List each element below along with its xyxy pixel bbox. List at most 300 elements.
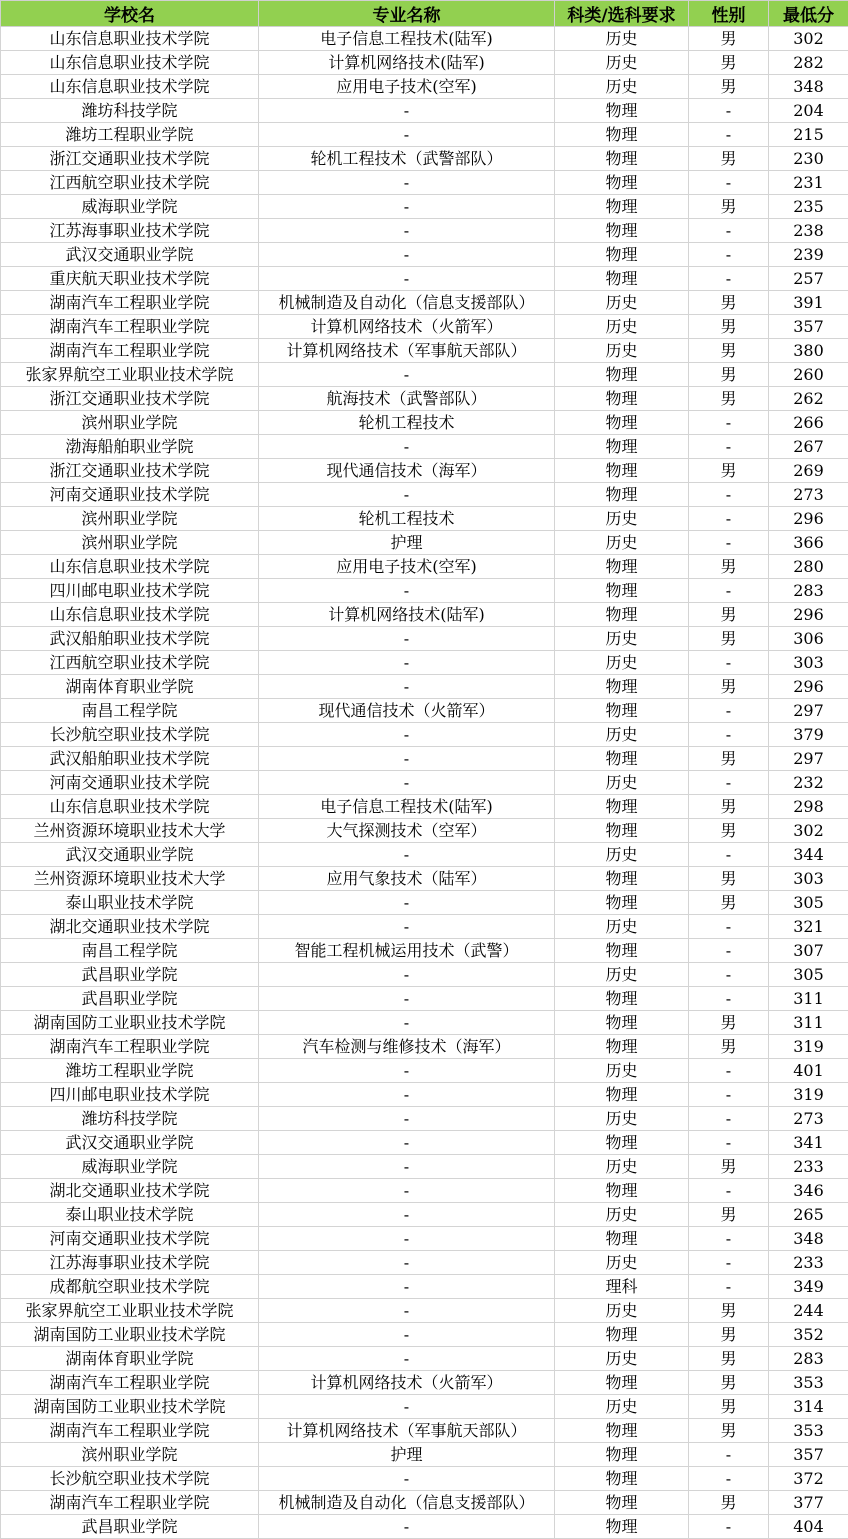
table-row bbox=[1, 1179, 848, 1203]
school-cell: 长沙航空职业技术学院 bbox=[1, 1467, 259, 1491]
school-cell: 四川邮电职业技术学院 bbox=[1, 579, 259, 603]
subject-cell: 物理 bbox=[555, 195, 689, 219]
table-row bbox=[1, 291, 848, 315]
major-cell: - bbox=[259, 987, 555, 1011]
table-row bbox=[1, 699, 848, 723]
school-cell: 武汉交通职业学院 bbox=[1, 243, 259, 267]
subject-cell: 历史 bbox=[555, 723, 689, 747]
subject-cell: 物理 bbox=[555, 387, 689, 411]
gender-cell: 男 bbox=[689, 27, 769, 51]
subject-cell: 历史 bbox=[555, 843, 689, 867]
major-cell: 大气探测技术（空军） bbox=[259, 819, 555, 843]
min-score-cell: 319 bbox=[769, 1035, 848, 1059]
school-cell: 湖南汽车工程职业学院 bbox=[1, 1035, 259, 1059]
min-score-cell: 215 bbox=[769, 123, 848, 147]
gender-cell: 男 bbox=[689, 1419, 769, 1443]
school-cell: 威海职业学院 bbox=[1, 195, 259, 219]
school-cell: 河南交通职业技术学院 bbox=[1, 483, 259, 507]
subject-cell: 物理 bbox=[555, 1035, 689, 1059]
major-cell: - bbox=[259, 651, 555, 675]
major-cell: 电子信息工程技术(陆军) bbox=[259, 27, 555, 51]
school-cell: 兰州资源环境职业技术大学 bbox=[1, 819, 259, 843]
gender-cell: 男 bbox=[689, 819, 769, 843]
subject-cell: 物理 bbox=[555, 99, 689, 123]
school-cell: 山东信息职业技术学院 bbox=[1, 555, 259, 579]
table-row bbox=[1, 123, 848, 147]
table-row bbox=[1, 507, 848, 531]
gender-cell: - bbox=[689, 771, 769, 795]
school-cell: 威海职业学院 bbox=[1, 1155, 259, 1179]
min-score-cell: 357 bbox=[769, 315, 848, 339]
school-cell: 湖南汽车工程职业学院 bbox=[1, 315, 259, 339]
gender-cell: - bbox=[689, 987, 769, 1011]
subject-cell: 物理 bbox=[555, 747, 689, 771]
major-cell: 航海技术（武警部队） bbox=[259, 387, 555, 411]
major-cell: 应用电子技术(空军) bbox=[259, 555, 555, 579]
min-score-cell: 404 bbox=[769, 1515, 848, 1539]
major-cell: - bbox=[259, 843, 555, 867]
gender-cell: - bbox=[689, 1083, 769, 1107]
gender-cell: - bbox=[689, 699, 769, 723]
min-score-cell: 266 bbox=[769, 411, 848, 435]
school-cell: 武汉船舶职业技术学院 bbox=[1, 747, 259, 771]
major-cell: 现代通信技术（海军） bbox=[259, 459, 555, 483]
school-cell: 浙江交通职业技术学院 bbox=[1, 147, 259, 171]
table-row bbox=[1, 1491, 848, 1515]
major-cell: - bbox=[259, 1323, 555, 1347]
table-row bbox=[1, 1011, 848, 1035]
gender-cell: - bbox=[689, 267, 769, 291]
table-row bbox=[1, 531, 848, 555]
table-row bbox=[1, 411, 848, 435]
table-row bbox=[1, 843, 848, 867]
min-score-cell: 273 bbox=[769, 1107, 848, 1131]
school-cell: 成都航空职业技术学院 bbox=[1, 1275, 259, 1299]
table-row bbox=[1, 99, 848, 123]
school-cell: 湖南汽车工程职业学院 bbox=[1, 1371, 259, 1395]
gender-cell: 男 bbox=[689, 627, 769, 651]
school-cell: 湖南体育职业学院 bbox=[1, 675, 259, 699]
min-score-cell: 391 bbox=[769, 291, 848, 315]
gender-cell: - bbox=[689, 483, 769, 507]
subject-cell: 物理 bbox=[555, 1443, 689, 1467]
subject-cell: 物理 bbox=[555, 555, 689, 579]
major-cell: - bbox=[259, 915, 555, 939]
subject-cell: 历史 bbox=[555, 339, 689, 363]
major-cell: - bbox=[259, 1155, 555, 1179]
subject-cell: 历史 bbox=[555, 1107, 689, 1131]
min-score-cell: 298 bbox=[769, 795, 848, 819]
gender-cell: - bbox=[689, 1443, 769, 1467]
gender-cell: - bbox=[689, 1251, 769, 1275]
min-score-cell: 204 bbox=[769, 99, 848, 123]
min-score-cell: 377 bbox=[769, 1491, 848, 1515]
table-row bbox=[1, 555, 848, 579]
min-score-cell: 314 bbox=[769, 1395, 848, 1419]
table-row bbox=[1, 1347, 848, 1371]
school-cell: 武昌职业学院 bbox=[1, 963, 259, 987]
min-score-cell: 303 bbox=[769, 867, 848, 891]
major-cell: - bbox=[259, 363, 555, 387]
table-row bbox=[1, 819, 848, 843]
subject-cell: 历史 bbox=[555, 627, 689, 651]
min-score-cell: 297 bbox=[769, 747, 848, 771]
min-score-cell: 305 bbox=[769, 963, 848, 987]
subject-cell: 物理 bbox=[555, 867, 689, 891]
gender-cell: 男 bbox=[689, 147, 769, 171]
min-score-cell: 239 bbox=[769, 243, 848, 267]
school-cell: 兰州资源环境职业技术大学 bbox=[1, 867, 259, 891]
min-score-cell: 297 bbox=[769, 699, 848, 723]
min-score-cell: 372 bbox=[769, 1467, 848, 1491]
min-score-cell: 348 bbox=[769, 75, 848, 99]
min-score-cell: 380 bbox=[769, 339, 848, 363]
school-cell: 潍坊科技学院 bbox=[1, 99, 259, 123]
gender-cell: 男 bbox=[689, 867, 769, 891]
gender-cell: 男 bbox=[689, 795, 769, 819]
major-cell: - bbox=[259, 723, 555, 747]
subject-cell: 物理 bbox=[555, 987, 689, 1011]
gender-cell: - bbox=[689, 579, 769, 603]
major-cell: - bbox=[259, 1107, 555, 1131]
header-min-score: 最低分 bbox=[769, 1, 848, 27]
subject-cell: 历史 bbox=[555, 963, 689, 987]
subject-cell: 物理 bbox=[555, 435, 689, 459]
gender-cell: - bbox=[689, 651, 769, 675]
subject-cell: 历史 bbox=[555, 1155, 689, 1179]
school-cell: 滨州职业学院 bbox=[1, 1443, 259, 1467]
table-row bbox=[1, 579, 848, 603]
table-row bbox=[1, 363, 848, 387]
school-cell: 湖南国防工业职业技术学院 bbox=[1, 1395, 259, 1419]
subject-cell: 历史 bbox=[555, 1251, 689, 1275]
min-score-cell: 265 bbox=[769, 1203, 848, 1227]
gender-cell: - bbox=[689, 123, 769, 147]
gender-cell: - bbox=[689, 435, 769, 459]
school-cell: 滨州职业学院 bbox=[1, 411, 259, 435]
subject-cell: 物理 bbox=[555, 1131, 689, 1155]
table-row bbox=[1, 147, 848, 171]
gender-cell: 男 bbox=[689, 603, 769, 627]
min-score-cell: 267 bbox=[769, 435, 848, 459]
min-score-cell: 353 bbox=[769, 1371, 848, 1395]
gender-cell: 男 bbox=[689, 75, 769, 99]
min-score-cell: 230 bbox=[769, 147, 848, 171]
major-cell: 应用气象技术（陆军） bbox=[259, 867, 555, 891]
major-cell: - bbox=[259, 1203, 555, 1227]
min-score-cell: 238 bbox=[769, 219, 848, 243]
school-cell: 湖南汽车工程职业学院 bbox=[1, 291, 259, 315]
min-score-cell: 349 bbox=[769, 1275, 848, 1299]
table-row bbox=[1, 75, 848, 99]
major-cell: 机械制造及自动化（信息支援部队） bbox=[259, 1491, 555, 1515]
subject-cell: 历史 bbox=[555, 531, 689, 555]
table-row bbox=[1, 891, 848, 915]
gender-cell: 男 bbox=[689, 1347, 769, 1371]
subject-cell: 理科 bbox=[555, 1275, 689, 1299]
gender-cell: 男 bbox=[689, 675, 769, 699]
min-score-cell: 302 bbox=[769, 27, 848, 51]
gender-cell: 男 bbox=[689, 339, 769, 363]
major-cell: 机械制造及自动化（信息支援部队） bbox=[259, 291, 555, 315]
major-cell: - bbox=[259, 243, 555, 267]
subject-cell: 物理 bbox=[555, 1323, 689, 1347]
table-row bbox=[1, 1275, 848, 1299]
table-row bbox=[1, 915, 848, 939]
subject-cell: 历史 bbox=[555, 1299, 689, 1323]
min-score-cell: 269 bbox=[769, 459, 848, 483]
subject-cell: 物理 bbox=[555, 1011, 689, 1035]
gender-cell: - bbox=[689, 843, 769, 867]
min-score-cell: 296 bbox=[769, 675, 848, 699]
table-row bbox=[1, 1323, 848, 1347]
school-cell: 张家界航空工业职业技术学院 bbox=[1, 1299, 259, 1323]
school-cell: 重庆航天职业技术学院 bbox=[1, 267, 259, 291]
subject-cell: 历史 bbox=[555, 75, 689, 99]
school-cell: 山东信息职业技术学院 bbox=[1, 75, 259, 99]
gender-cell: - bbox=[689, 1515, 769, 1539]
major-cell: - bbox=[259, 747, 555, 771]
major-cell: 计算机网络技术（火箭军） bbox=[259, 1371, 555, 1395]
table-row bbox=[1, 459, 848, 483]
table-row bbox=[1, 1107, 848, 1131]
gender-cell: 男 bbox=[689, 891, 769, 915]
table-row bbox=[1, 243, 848, 267]
school-cell: 河南交通职业技术学院 bbox=[1, 1227, 259, 1251]
min-score-cell: 273 bbox=[769, 483, 848, 507]
major-cell: 计算机网络技术（火箭军） bbox=[259, 315, 555, 339]
school-cell: 潍坊科技学院 bbox=[1, 1107, 259, 1131]
major-cell: - bbox=[259, 99, 555, 123]
header-school: 学校名 bbox=[1, 1, 259, 27]
gender-cell: - bbox=[689, 1131, 769, 1155]
table-row bbox=[1, 483, 848, 507]
gender-cell: 男 bbox=[689, 1035, 769, 1059]
school-cell: 湖南国防工业职业技术学院 bbox=[1, 1323, 259, 1347]
school-cell: 武昌职业学院 bbox=[1, 1515, 259, 1539]
table-row bbox=[1, 1419, 848, 1443]
gender-cell: 男 bbox=[689, 51, 769, 75]
subject-cell: 物理 bbox=[555, 1083, 689, 1107]
table-row bbox=[1, 1203, 848, 1227]
min-score-cell: 283 bbox=[769, 579, 848, 603]
school-cell: 江苏海事职业技术学院 bbox=[1, 219, 259, 243]
min-score-cell: 311 bbox=[769, 987, 848, 1011]
gender-cell: - bbox=[689, 723, 769, 747]
table-row bbox=[1, 219, 848, 243]
table-body bbox=[1, 27, 848, 1539]
school-cell: 浙江交通职业技术学院 bbox=[1, 387, 259, 411]
gender-cell: - bbox=[689, 1275, 769, 1299]
table-row bbox=[1, 1515, 848, 1539]
subject-cell: 历史 bbox=[555, 1347, 689, 1371]
school-cell: 湖北交通职业技术学院 bbox=[1, 1179, 259, 1203]
table-row bbox=[1, 1467, 848, 1491]
major-cell: - bbox=[259, 579, 555, 603]
school-cell: 江西航空职业技术学院 bbox=[1, 651, 259, 675]
school-cell: 湖南汽车工程职业学院 bbox=[1, 339, 259, 363]
major-cell: - bbox=[259, 963, 555, 987]
major-cell: 应用电子技术(空军) bbox=[259, 75, 555, 99]
major-cell: - bbox=[259, 1227, 555, 1251]
min-score-cell: 319 bbox=[769, 1083, 848, 1107]
gender-cell: 男 bbox=[689, 363, 769, 387]
subject-cell: 物理 bbox=[555, 939, 689, 963]
min-score-cell: 401 bbox=[769, 1059, 848, 1083]
gender-cell: 男 bbox=[689, 459, 769, 483]
major-cell: 护理 bbox=[259, 1443, 555, 1467]
subject-cell: 历史 bbox=[555, 315, 689, 339]
gender-cell: - bbox=[689, 1059, 769, 1083]
gender-cell: - bbox=[689, 411, 769, 435]
subject-cell: 物理 bbox=[555, 1419, 689, 1443]
subject-cell: 物理 bbox=[555, 243, 689, 267]
gender-cell: 男 bbox=[689, 195, 769, 219]
school-cell: 四川邮电职业技术学院 bbox=[1, 1083, 259, 1107]
major-cell: - bbox=[259, 1395, 555, 1419]
table-row bbox=[1, 1299, 848, 1323]
school-cell: 武汉船舶职业技术学院 bbox=[1, 627, 259, 651]
table-row bbox=[1, 1395, 848, 1419]
subject-cell: 历史 bbox=[555, 1203, 689, 1227]
school-cell: 张家界航空工业职业技术学院 bbox=[1, 363, 259, 387]
subject-cell: 物理 bbox=[555, 699, 689, 723]
major-cell: 计算机网络技术(陆军) bbox=[259, 51, 555, 75]
gender-cell: 男 bbox=[689, 1299, 769, 1323]
school-cell: 武汉交通职业学院 bbox=[1, 1131, 259, 1155]
table-row bbox=[1, 723, 848, 747]
subject-cell: 物理 bbox=[555, 795, 689, 819]
min-score-cell: 260 bbox=[769, 363, 848, 387]
min-score-cell: 321 bbox=[769, 915, 848, 939]
subject-cell: 历史 bbox=[555, 51, 689, 75]
table-row bbox=[1, 747, 848, 771]
table-row bbox=[1, 1035, 848, 1059]
gender-cell: - bbox=[689, 1467, 769, 1491]
major-cell: 计算机网络技术(陆军) bbox=[259, 603, 555, 627]
major-cell: - bbox=[259, 1275, 555, 1299]
school-cell: 武汉交通职业学院 bbox=[1, 843, 259, 867]
subject-cell: 物理 bbox=[555, 579, 689, 603]
subject-cell: 物理 bbox=[555, 171, 689, 195]
gender-cell: - bbox=[689, 219, 769, 243]
min-score-cell: 379 bbox=[769, 723, 848, 747]
min-score-cell: 296 bbox=[769, 603, 848, 627]
min-score-cell: 302 bbox=[769, 819, 848, 843]
min-score-cell: 306 bbox=[769, 627, 848, 651]
school-cell: 泰山职业技术学院 bbox=[1, 1203, 259, 1227]
gender-cell: - bbox=[689, 171, 769, 195]
min-score-cell: 357 bbox=[769, 1443, 848, 1467]
table-row bbox=[1, 627, 848, 651]
school-cell: 泰山职业技术学院 bbox=[1, 891, 259, 915]
gender-cell: 男 bbox=[689, 555, 769, 579]
major-cell: - bbox=[259, 1299, 555, 1323]
major-cell: 计算机网络技术（军事航天部队） bbox=[259, 339, 555, 363]
gender-cell: 男 bbox=[689, 1011, 769, 1035]
table-row bbox=[1, 1083, 848, 1107]
header-subject: 科类/选科要求 bbox=[555, 1, 689, 27]
gender-cell: - bbox=[689, 1227, 769, 1251]
min-score-cell: 303 bbox=[769, 651, 848, 675]
table-row bbox=[1, 651, 848, 675]
min-score-cell: 341 bbox=[769, 1131, 848, 1155]
min-score-cell: 235 bbox=[769, 195, 848, 219]
subject-cell: 历史 bbox=[555, 651, 689, 675]
subject-cell: 历史 bbox=[555, 915, 689, 939]
table-row bbox=[1, 603, 848, 627]
subject-cell: 物理 bbox=[555, 147, 689, 171]
subject-cell: 历史 bbox=[555, 771, 689, 795]
gender-cell: - bbox=[689, 963, 769, 987]
subject-cell: 物理 bbox=[555, 819, 689, 843]
table-row bbox=[1, 963, 848, 987]
min-score-cell: 352 bbox=[769, 1323, 848, 1347]
table-row bbox=[1, 1155, 848, 1179]
school-cell: 河南交通职业技术学院 bbox=[1, 771, 259, 795]
gender-cell: 男 bbox=[689, 1371, 769, 1395]
school-cell: 长沙航空职业技术学院 bbox=[1, 723, 259, 747]
school-cell: 滨州职业学院 bbox=[1, 531, 259, 555]
gender-cell: 男 bbox=[689, 387, 769, 411]
subject-cell: 物理 bbox=[555, 1371, 689, 1395]
major-cell: - bbox=[259, 1515, 555, 1539]
major-cell: - bbox=[259, 675, 555, 699]
school-cell: 潍坊工程职业学院 bbox=[1, 123, 259, 147]
major-cell: - bbox=[259, 1083, 555, 1107]
table-row bbox=[1, 867, 848, 891]
table-row bbox=[1, 267, 848, 291]
gender-cell: 男 bbox=[689, 1203, 769, 1227]
major-cell: - bbox=[259, 1059, 555, 1083]
school-cell: 湖南汽车工程职业学院 bbox=[1, 1419, 259, 1443]
min-score-cell: 346 bbox=[769, 1179, 848, 1203]
min-score-cell: 257 bbox=[769, 267, 848, 291]
subject-cell: 物理 bbox=[555, 411, 689, 435]
gender-cell: 男 bbox=[689, 1323, 769, 1347]
min-score-cell: 307 bbox=[769, 939, 848, 963]
table-row bbox=[1, 771, 848, 795]
table-row bbox=[1, 387, 848, 411]
min-score-cell: 311 bbox=[769, 1011, 848, 1035]
major-cell: 汽车检测与维修技术（海军） bbox=[259, 1035, 555, 1059]
min-score-cell: 233 bbox=[769, 1155, 848, 1179]
table-row bbox=[1, 315, 848, 339]
table-row bbox=[1, 27, 848, 51]
school-cell: 山东信息职业技术学院 bbox=[1, 795, 259, 819]
subject-cell: 物理 bbox=[555, 219, 689, 243]
header-gender: 性别 bbox=[689, 1, 769, 27]
gender-cell: 男 bbox=[689, 291, 769, 315]
school-cell: 南昌工程学院 bbox=[1, 939, 259, 963]
gender-cell: 男 bbox=[689, 315, 769, 339]
subject-cell: 历史 bbox=[555, 1395, 689, 1419]
min-score-cell: 366 bbox=[769, 531, 848, 555]
subject-cell: 历史 bbox=[555, 27, 689, 51]
major-cell: 轮机工程技术 bbox=[259, 411, 555, 435]
min-score-cell: 280 bbox=[769, 555, 848, 579]
school-cell: 武昌职业学院 bbox=[1, 987, 259, 1011]
subject-cell: 物理 bbox=[555, 1467, 689, 1491]
major-cell: 护理 bbox=[259, 531, 555, 555]
min-score-cell: 232 bbox=[769, 771, 848, 795]
min-score-cell: 296 bbox=[769, 507, 848, 531]
major-cell: - bbox=[259, 123, 555, 147]
header-major: 专业名称 bbox=[259, 1, 555, 27]
major-cell: - bbox=[259, 1179, 555, 1203]
table-row bbox=[1, 795, 848, 819]
gender-cell: - bbox=[689, 243, 769, 267]
